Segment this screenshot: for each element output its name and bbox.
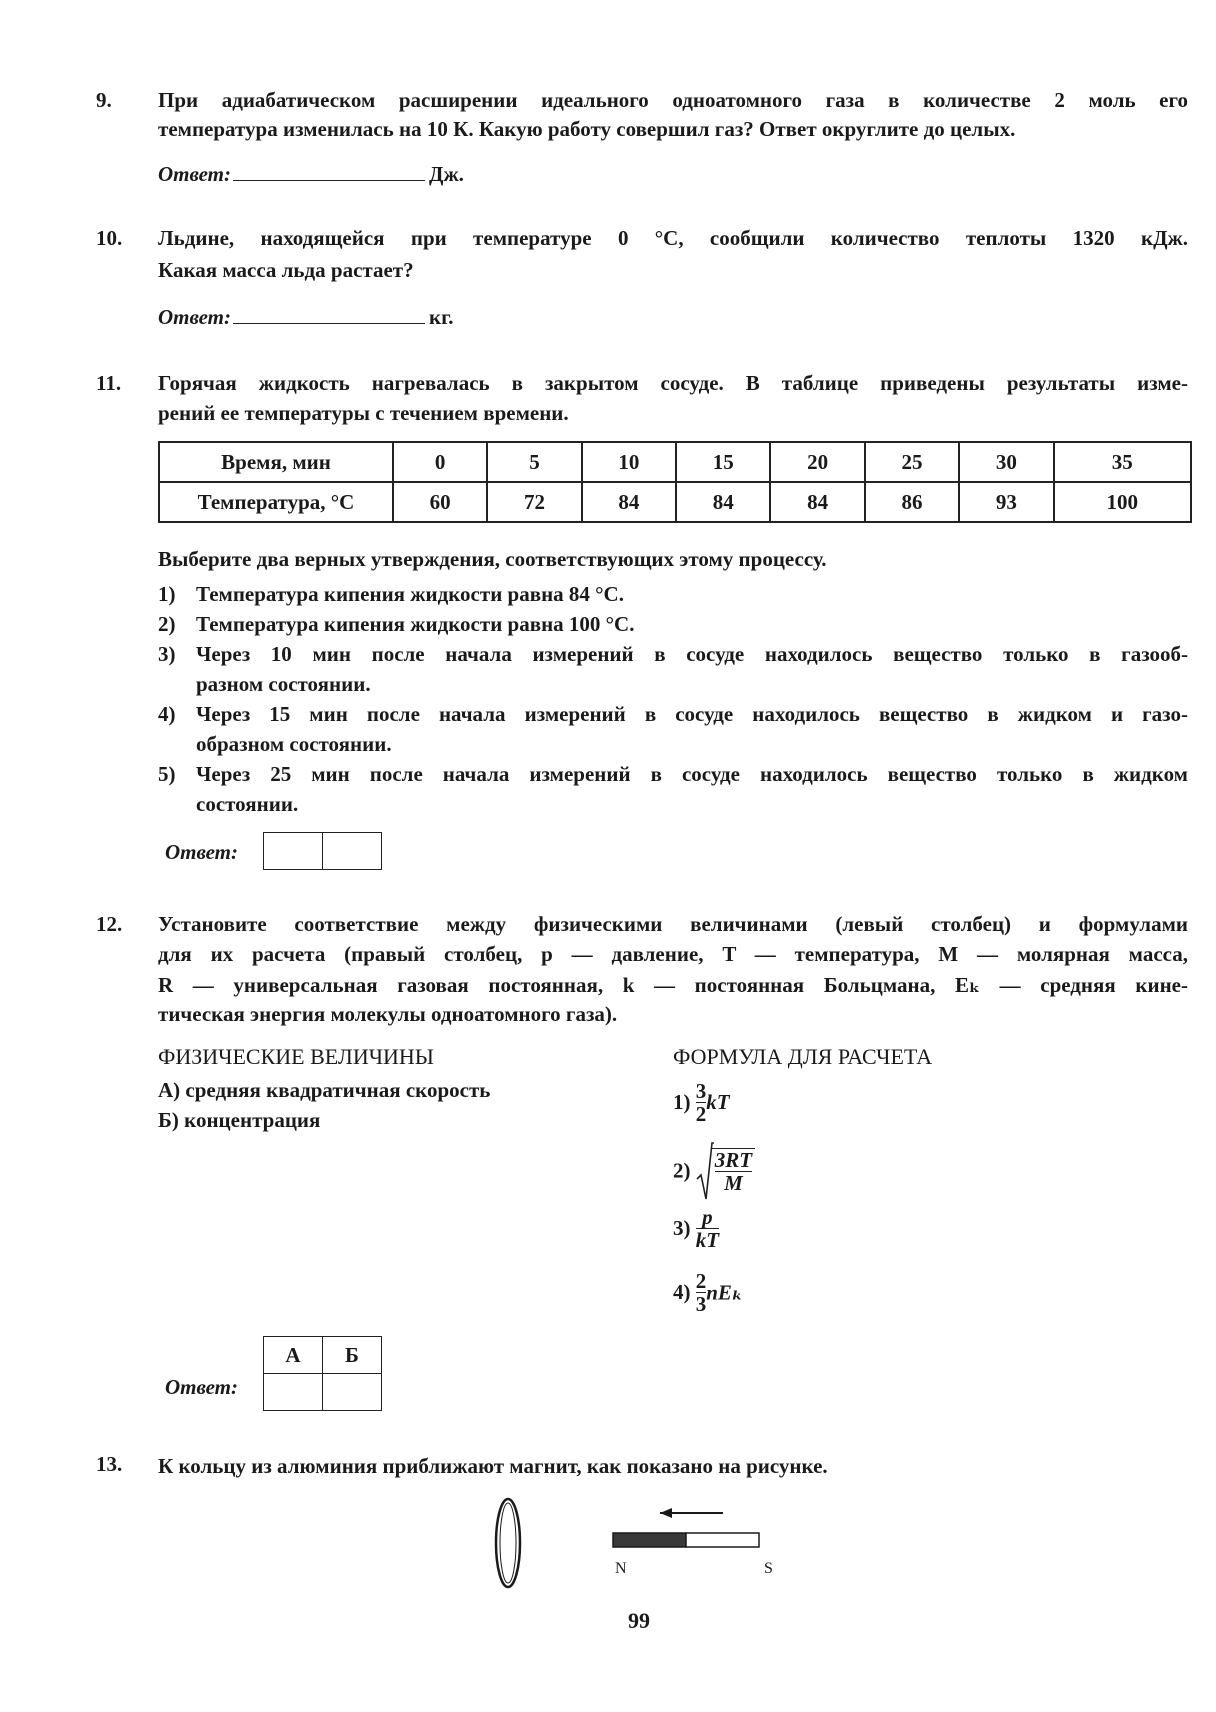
q12-formula-4 bbox=[673, 1270, 743, 1315]
table-cell: 5 bbox=[487, 442, 581, 482]
table-row-time bbox=[159, 442, 1191, 482]
q11-option-number: 4) bbox=[158, 702, 176, 726]
q11-answer-label: Ответ: bbox=[165, 840, 238, 864]
fraction-numerator: p bbox=[702, 1205, 713, 1229]
q9-text-line1: При адиабатическом расширении идеального одноатомного газа в количестве 2 моль его bbox=[158, 88, 1188, 112]
q12-text-line1: Установите соответствие между физическими величинами (левый столбец) и формулами bbox=[158, 912, 1188, 936]
q13-text-line1: К кольцу из алюминия приближают магнит, как показано на рисунке. bbox=[158, 1454, 828, 1478]
q13-number: 13. bbox=[96, 1452, 123, 1476]
q12-quantity-a: А) средняя квадратичная скорость bbox=[158, 1078, 491, 1102]
q12-answer-header-a: А bbox=[264, 1337, 323, 1374]
q11-option-text: Через 25 мин после начала измерений в сосуде находилось вещество только в жидком bbox=[196, 762, 1188, 786]
table-cell: 93 bbox=[959, 482, 1053, 522]
q10-answer bbox=[158, 303, 454, 330]
q11-text-line1: Горячая жидкость нагревалась в закрытом сосуде. В таблице приведены результаты изме- bbox=[158, 371, 1188, 395]
table-header-temperature: Температура, °С bbox=[159, 482, 393, 522]
formula-tail: nEₖ bbox=[706, 1280, 743, 1305]
q9-answer-field[interactable] bbox=[233, 160, 425, 181]
q12-number: 12. bbox=[96, 912, 123, 936]
q12-formula-2 bbox=[673, 1141, 755, 1201]
q9-text-line2: температура изменилась на 10 К. Какую работу совершил газ? Ответ округлите до целых. bbox=[158, 117, 1016, 141]
table-cell: 20 bbox=[770, 442, 864, 482]
q12-text-line4: тическая энергия молекулы одноатомного газа). bbox=[158, 1002, 618, 1026]
q11-option-number: 2) bbox=[158, 612, 176, 636]
q11-instruction: Выберите два верных утверждения, соответствующих этому процессу. bbox=[158, 547, 827, 571]
arrow-left-icon bbox=[660, 1508, 723, 1518]
page-number: 99 bbox=[628, 1608, 650, 1633]
q12-answer-cell-a[interactable] bbox=[264, 1374, 323, 1411]
table-cell: 84 bbox=[582, 482, 676, 522]
q12-quantity-b: Б) концентрация bbox=[158, 1108, 321, 1132]
q9-answer-unit: Дж. bbox=[429, 162, 464, 186]
q11-option-text: Через 15 мин после начала измерений в сосуде находилось вещество в жидком и газо- bbox=[196, 702, 1188, 726]
ring-and-magnet-figure bbox=[480, 1495, 780, 1595]
q9-answer-label: Ответ: bbox=[158, 162, 231, 186]
table-cell: 35 bbox=[1054, 442, 1191, 482]
q11-option-text-cont: образном состоянии. bbox=[196, 732, 392, 756]
q10-number: 10. bbox=[96, 226, 123, 250]
formula-tail: kT bbox=[706, 1090, 730, 1115]
q12-formula-1 bbox=[673, 1080, 730, 1125]
table-cell: 0 bbox=[393, 442, 487, 482]
table-row-temperature bbox=[159, 482, 1191, 522]
formula-number: 1) bbox=[673, 1090, 691, 1115]
q10-text-line2: Какая масса льда растает? bbox=[158, 258, 414, 282]
formula-number: 4) bbox=[673, 1280, 691, 1305]
q11-answer-box bbox=[263, 832, 382, 870]
formula-number: 2) bbox=[673, 1158, 691, 1183]
table-cell: 72 bbox=[487, 482, 581, 522]
fraction-denominator: M bbox=[715, 1171, 752, 1194]
q11-answer-cell-2[interactable] bbox=[323, 833, 382, 870]
fraction-denominator: 3 bbox=[695, 1292, 707, 1317]
q12-right-header: ФОРМУЛА ДЛЯ РАСЧЕТА bbox=[673, 1044, 933, 1069]
q10-text-line1: Льдине, находящейся при температуре 0 °С, сообщили количество теплоты 1320 кДж. bbox=[158, 226, 1188, 250]
table-cell: 25 bbox=[865, 442, 959, 482]
q12-answer-box bbox=[263, 1336, 382, 1411]
q11-option-text-cont: состоянии. bbox=[196, 792, 299, 816]
table-cell: 15 bbox=[676, 442, 770, 482]
q9-answer bbox=[158, 160, 464, 187]
table-cell: 60 bbox=[393, 482, 487, 522]
q10-answer-field[interactable] bbox=[233, 303, 425, 324]
q11-option-text: Температура кипения жидкости равна 84 °С. bbox=[196, 582, 624, 606]
q11-option-number: 1) bbox=[158, 582, 176, 606]
magnet-pole-n-label: N bbox=[615, 1560, 627, 1577]
q11-option-number: 3) bbox=[158, 642, 176, 666]
fraction-numerator: 2 bbox=[695, 1269, 707, 1293]
table-cell: 84 bbox=[676, 482, 770, 522]
table-cell: 10 bbox=[582, 442, 676, 482]
q12-answer-label: Ответ: bbox=[165, 1375, 238, 1399]
table-header-time: Время, мин bbox=[159, 442, 393, 482]
formula-fraction bbox=[696, 1080, 707, 1125]
q11-answer-cell-1[interactable] bbox=[264, 833, 323, 870]
q9-number: 9. bbox=[96, 88, 112, 112]
q11-number: 11. bbox=[96, 371, 122, 395]
q11-option-number: 5) bbox=[158, 762, 176, 786]
magnet-pole-s-label: S bbox=[764, 1560, 773, 1577]
formula-fraction bbox=[696, 1206, 719, 1251]
q12-left-header: ФИЗИЧЕСКИЕ ВЕЛИЧИНЫ bbox=[158, 1044, 434, 1069]
q10-answer-unit: кг. bbox=[429, 305, 454, 329]
table-cell: 84 bbox=[770, 482, 864, 522]
formula-number: 3) bbox=[673, 1216, 691, 1241]
table-cell: 100 bbox=[1054, 482, 1191, 522]
q11-option-text-cont: разном состоянии. bbox=[196, 672, 371, 696]
q12-text-line3: R — универсальная газовая постоянная, k — постоянная Больцмана, Eₖ — средняя кине- bbox=[158, 973, 1188, 997]
formula-fraction bbox=[696, 1270, 707, 1315]
fraction-denominator: 2 bbox=[695, 1102, 707, 1127]
fraction-numerator: 3 bbox=[695, 1079, 707, 1103]
q11-option-text: Температура кипения жидкости равна 100 °С. bbox=[196, 612, 635, 636]
q12-answer-header-b: Б bbox=[323, 1337, 382, 1374]
q11-option-text: Через 10 мин после начала измерений в сосуде находилось вещество только в газооб- bbox=[196, 642, 1188, 666]
fraction-denominator: kT bbox=[695, 1228, 720, 1253]
q12-answer-cell-b[interactable] bbox=[323, 1374, 382, 1411]
formula-fraction bbox=[712, 1148, 755, 1194]
q12-formula-3 bbox=[673, 1206, 719, 1251]
q10-answer-label: Ответ: bbox=[158, 305, 231, 329]
fraction-numerator: 3RT bbox=[714, 1147, 753, 1172]
magnet-icon bbox=[613, 1533, 759, 1547]
table-cell: 30 bbox=[959, 442, 1053, 482]
q11-text-line2: рений ее температуры с течением времени. bbox=[158, 401, 569, 425]
table-cell: 86 bbox=[865, 482, 959, 522]
temperature-table bbox=[158, 441, 1192, 523]
q12-text-line2: для их расчета (правый столбец, p — давление, T — температура, M — молярная масса, bbox=[158, 942, 1188, 966]
